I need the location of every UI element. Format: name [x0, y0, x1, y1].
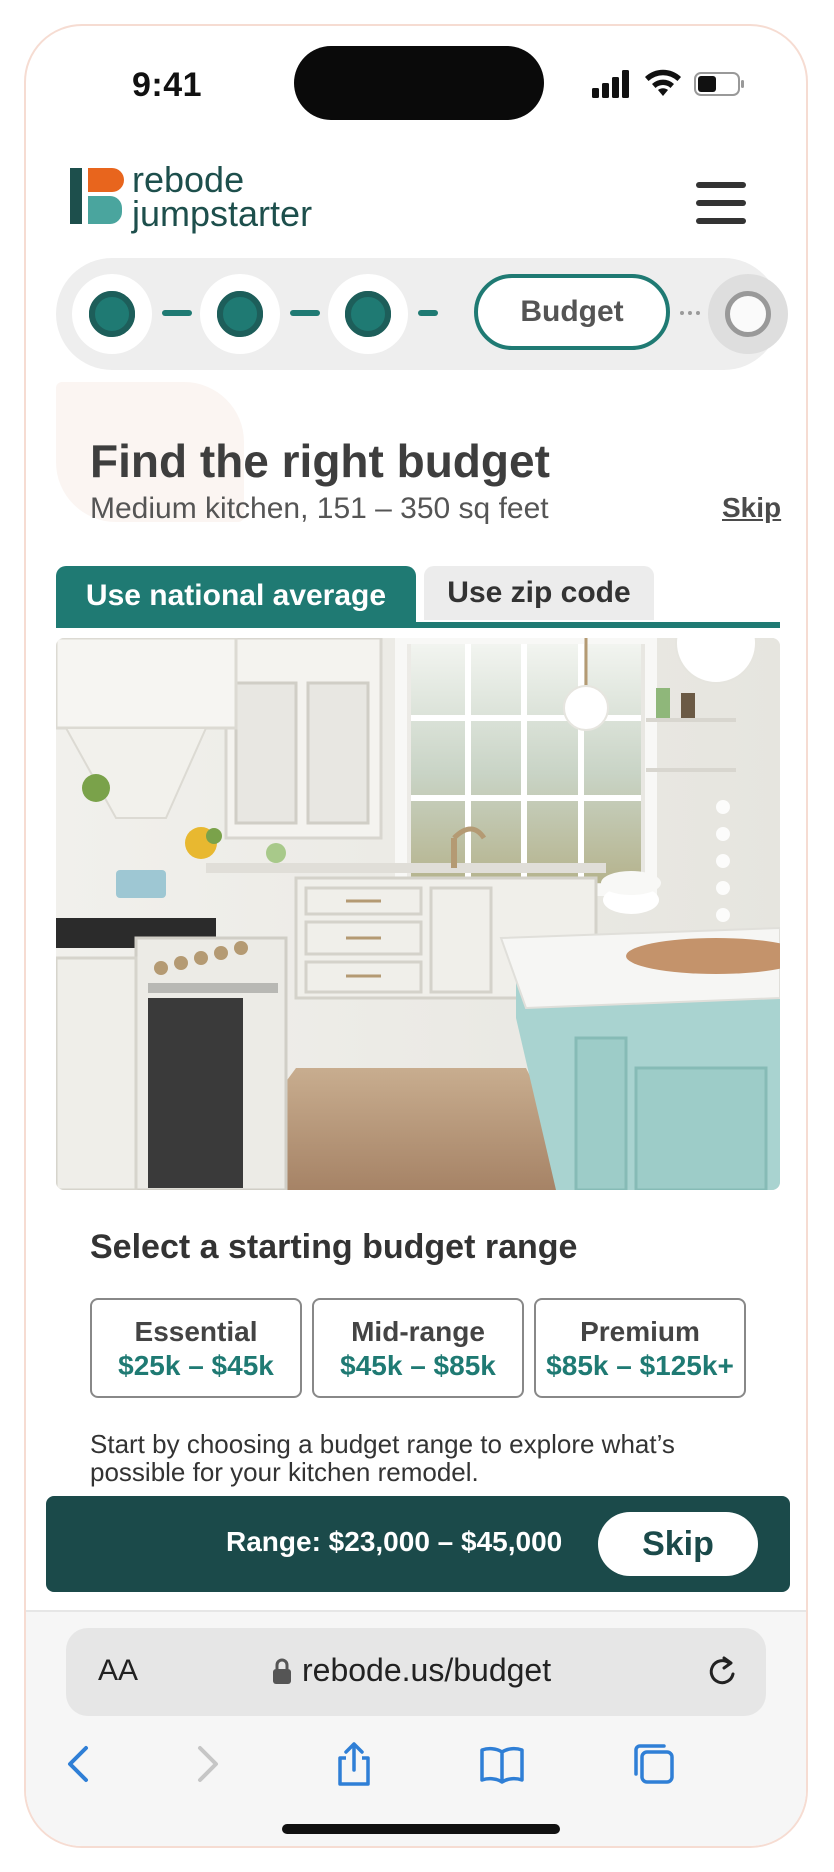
home-indicator [282, 1824, 560, 1834]
skip-link[interactable]: Skip [722, 492, 782, 523]
bookmarks-icon[interactable] [478, 1740, 526, 1788]
step-connector [418, 310, 438, 316]
tab-national-average[interactable]: Use national average [56, 566, 416, 626]
address-bar[interactable] [66, 1628, 766, 1716]
step-complete-icon [217, 291, 263, 337]
kitchen-photo [56, 638, 780, 1190]
battery-icon [694, 72, 746, 96]
step-2-complete[interactable] [200, 274, 280, 354]
range-name: Premium [580, 1316, 700, 1347]
carousel-indicators [716, 800, 732, 950]
step-connector-dotted [680, 311, 700, 319]
carousel-dot[interactable] [716, 881, 730, 895]
kitchen-image [56, 638, 780, 1190]
carousel-dot[interactable] [716, 908, 730, 922]
cellular-signal-icon [592, 70, 632, 98]
bottom-action-bar [46, 1496, 790, 1592]
page-subtitle: Medium kitchen, 151 – 350 sq feet [90, 492, 549, 525]
reload-icon[interactable] [706, 1654, 740, 1690]
rebode-logo[interactable] [70, 159, 340, 234]
helper-text: Start by choosing a budget range to explore what’s possible for your kitchen remodel. [90, 1429, 675, 1487]
carousel-dot[interactable] [716, 800, 730, 814]
browser-toolbar [26, 1610, 806, 1848]
range-name: Mid-range [351, 1316, 485, 1347]
range-name: Essential [134, 1316, 258, 1347]
hamburger-icon[interactable] [696, 182, 748, 224]
step-complete-icon [345, 291, 391, 337]
page-title: Find the right budget [90, 435, 550, 487]
budget-section-title: Select a starting budget range [90, 1228, 578, 1266]
range-value: $45k – $85k [340, 1350, 496, 1381]
tabs-icon[interactable] [630, 1740, 678, 1788]
step-5-pending [708, 274, 788, 354]
range-option-essential[interactable] [90, 1298, 302, 1398]
share-icon[interactable] [330, 1740, 378, 1788]
reader-options-button[interactable]: AA [98, 1654, 139, 1687]
step-connector [162, 310, 192, 316]
range-value: $25k – $45k [118, 1350, 274, 1381]
range-value: $85k – $125k+ [546, 1350, 734, 1381]
logo-mark-icon [70, 166, 124, 226]
lock-icon [272, 1658, 292, 1684]
status-time: 9:41 [132, 66, 203, 104]
step-current-budget[interactable]: Budget [474, 274, 670, 350]
forward-icon[interactable] [182, 1740, 230, 1788]
carousel-dot[interactable] [716, 854, 730, 868]
selected-range-text: Range: $23,000 – $45,000 [226, 1526, 563, 1557]
step-connector [290, 310, 320, 316]
url-text[interactable]: rebode.us/budget [302, 1652, 552, 1688]
progress-stepper [56, 258, 780, 370]
back-icon[interactable] [56, 1740, 104, 1788]
step-complete-icon [89, 291, 135, 337]
phone-frame [24, 24, 808, 1848]
skip-button[interactable]: Skip [598, 1512, 758, 1576]
range-option-premium[interactable] [534, 1298, 746, 1398]
step-3-complete[interactable] [328, 274, 408, 354]
logo-text-line1: rebode [132, 159, 245, 200]
tab-underline [56, 622, 780, 628]
logo-text-line2: jumpstarter [132, 193, 313, 234]
dynamic-island [294, 46, 544, 120]
carousel-dot[interactable] [716, 827, 730, 841]
wifi-icon [644, 68, 682, 98]
range-option-mid-range[interactable] [312, 1298, 524, 1398]
step-1-complete[interactable] [72, 274, 152, 354]
tab-zip-code[interactable]: Use zip code [424, 566, 654, 620]
